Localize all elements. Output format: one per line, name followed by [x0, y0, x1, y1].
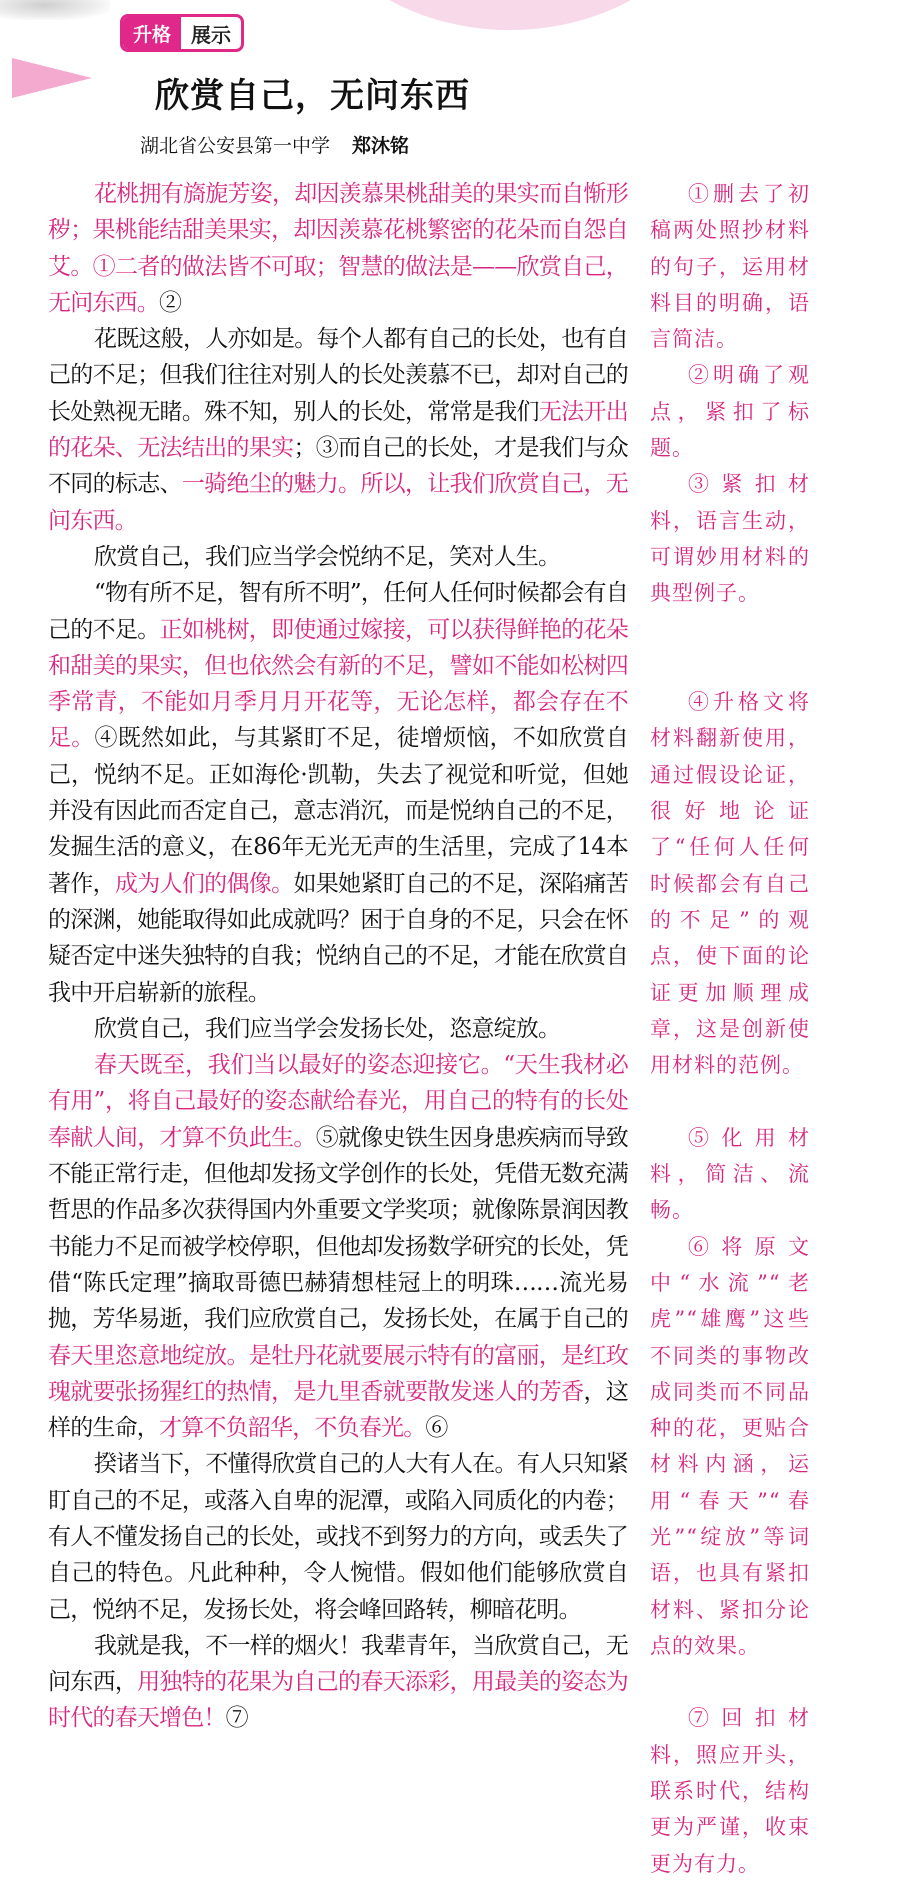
body-text: ；③而自己的长处，才是我们与众不同的标志、 — [48, 435, 628, 498]
annotation-note: ③紧扣材料，语言生动，可谓妙用材料的典型例子。 — [650, 472, 810, 606]
section-tag-label: 展示 — [191, 22, 232, 47]
gray-ink-smudge — [0, 0, 110, 20]
essay-paragraph — [48, 321, 628, 539]
highlighted-text: 春天里恣意地绽放。是牡丹花就要展示特有的富丽，是红玫瑰就要张扬猩红的热情，是九里香就要散发迷人的芳香 — [48, 1342, 628, 1405]
highlighted-text: 才算不负韶华，不负春光。 — [159, 1415, 426, 1442]
essay-paragraph — [48, 1011, 628, 1047]
essay-body — [48, 176, 628, 1737]
body-text: 花既这般，人亦如是。每个人都有自己的长处，也有自己的不足；但我们往往对别人的长处羡慕不已，却对自己的长处熟视无睹。殊不知，别人的长处，常常是我们 — [48, 326, 628, 425]
annotation-note: ①删去了初稿两处照抄材料的句子，运用材料目的明确，语言简洁。 — [650, 182, 810, 352]
body-text: 揆诸当下，不懂得欣赏自己的人大有人在。有人只知紧盯自己的不足，或落入自卑的泥潭，或陷入同质化的内卷；有人不懂发扬自己的长处，或找不到努力的方向，或丢失了自己的特色。凡此种种，令人惋惜。假如他们能够欣赏自己，悦纳不足，发扬长处，将会峰回路转，柳暗花明。 — [48, 1451, 628, 1623]
essay-paragraph — [48, 1628, 628, 1737]
highlighted-text: 用独特的花果为自己的春天添彩，用最美的姿态为时代的春天增色！ — [48, 1669, 628, 1732]
author-line — [140, 131, 409, 158]
essay-paragraph — [48, 1047, 628, 1446]
annotation-column — [650, 176, 810, 1882]
body-text: 如果她紧盯自己的不足，深陷痛苦的深渊，她能取得如此成就吗？困于自身的不足，只会在怀疑否定中迷失独特的自我；悦纳自己的不足，才能在欣赏自我中开启崭新的旅程。 — [48, 870, 628, 1006]
section-tag — [120, 14, 244, 52]
body-text: ⑥ — [425, 1415, 448, 1442]
pink-header-shape — [300, 0, 720, 30]
annotation-note: ②明确了观点，紧扣了标题。 — [650, 363, 810, 461]
body-text: 欣赏自己，我们应当学会悦纳不足，笑对人生。 — [94, 543, 561, 570]
pink-flag-triangle-icon — [12, 58, 92, 98]
essay-title: 欣赏自己，无问东西 — [155, 76, 470, 116]
annotation-note: ④升格文将材料翻新使用，通过假设论证，很好地论证了“任何人任何时候都会有自己的不足”的观点，使下面的论证更加顺理成章，这是创新使用材料的范例。 — [650, 690, 810, 1078]
body-text: “物有所不足，智有所不明”，任何人任何时候都会有自己的不足。 — [48, 580, 628, 643]
highlighted-text: 花桃拥有旖旎芳姿，却因羡慕果桃甜美的果实而自惭形秽；果桃能结甜美果实，却因羡慕花桃繁密的花朵而自怨自艾。①二者的做法皆不可取；智慧的做法是——欣赏自己，无问东西。 — [48, 181, 628, 316]
body-text: 欣赏自己，我们应当学会发扬长处，恣意绽放。 — [94, 1015, 561, 1042]
body-text: ⑤就像史铁生因身患疾病而导致不能正常行走，但他却发扬文学创作的长处，凭借无数充满哲思的作品多次获得国内外重要文学奖项；就像陈景润因教书能力不足而被学校停职，但他却发扬数学研究的长处，凭借“陈氏定理”摘取哥德巴赫猜想桂冠上的明珠……流光易抛，芳华易逝，我们应欣赏自己，发扬长处，在属于自己的 — [48, 1124, 628, 1333]
highlighted-text: 一骑绝尘的魅力。所以，让我们欣赏自己，无问东西。 — [48, 471, 628, 534]
essay-paragraph — [48, 575, 628, 1011]
body-text: ，这样的生命， — [48, 1378, 628, 1442]
author-name: 郑沐铭 — [352, 135, 410, 157]
body-text: ④既然如此，与其紧盯不足，徒增烦恼，不如欣赏自己，悦纳不足。正如海伦·凯勒，失去了视觉和听觉，但她并没有因此而否定自己，意志消沉，而是悦纳自己的不足，发掘生活的意义，在86年无光无声的生活里，完成了14本著作， — [48, 725, 628, 897]
essay-paragraph — [48, 1446, 628, 1627]
highlighted-text: 正如桃树，即使通过嫁接，可以获得鲜艳的花朵和甜美的果实，但也依然会有新的不足，譬如不能如松树四季常青，不能如月季月月开花等，无论怎样，都会存在不足。 — [48, 616, 628, 752]
annotation-note: ⑥将原文中“水流”“老虎”“雄鹰”这些不同类的事物改成同类而不同品种的花，更贴合材料内涵，运用“春天”“春光”“绽放”等词语，也具有紧扣材料、紧扣分论点的效果。 — [650, 1234, 810, 1658]
body-text: ② — [159, 289, 182, 316]
highlighted-text: 成为人们的偶像。 — [114, 870, 294, 897]
annotation-note: ⑦回扣材料，照应开头，联系时代，结构更为严谨，收束更为有力。 — [650, 1706, 810, 1876]
section-tag-highlight: 升格 — [123, 17, 181, 49]
highlighted-text: 无法开出的花朵、无法结出的果实 — [48, 398, 628, 462]
essay-paragraph — [48, 539, 628, 575]
highlighted-text: 春天既至，我们当以最好的姿态迎接它。“天生我材必有用”，将自己最好的姿态献给春光，用自己的特有的长处奉献人间，才算不负此生。 — [48, 1052, 628, 1151]
body-text: ⑦ — [225, 1705, 248, 1732]
annotation-note: ⑤化用材料，简洁、流畅。 — [650, 1125, 810, 1223]
author-school: 湖北省公安县第一中学 — [140, 135, 331, 157]
essay-paragraph — [48, 176, 628, 321]
body-text: 我就是我，不一样的烟火！我辈青年，当欣赏自己，无问东西， — [48, 1632, 628, 1696]
